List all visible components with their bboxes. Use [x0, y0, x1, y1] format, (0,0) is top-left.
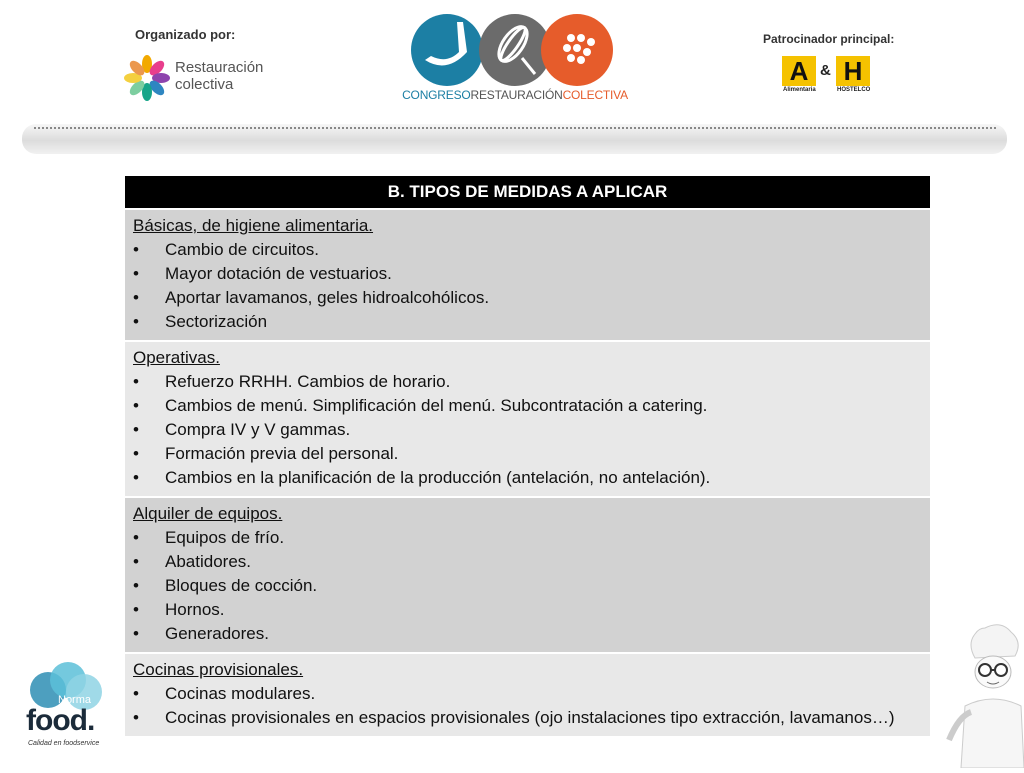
header-divider: [22, 124, 1007, 154]
table-title: B. TIPOS DE MEDIDAS A APLICAR: [125, 176, 930, 209]
bullet: •: [133, 576, 139, 595]
bullet: •: [133, 240, 139, 259]
bullet: •: [133, 264, 139, 283]
list-item: [133, 418, 922, 442]
food-tagline: Calidad en foodservice: [28, 740, 100, 747]
measures-table: [125, 176, 930, 736]
bullet: •: [133, 372, 139, 391]
list-item: [133, 466, 922, 490]
list-item-text: Cocinas provisionales en espacios provisionales (ojo instalaciones tipo extracción, lavamanos…): [165, 708, 895, 727]
list-item: [133, 286, 922, 310]
list-item-text: Abatidores.: [165, 552, 251, 571]
list-item: [133, 442, 922, 466]
bullet: •: [133, 444, 139, 463]
congreso-text: [395, 88, 635, 102]
congress-part1: CONGRESO: [402, 88, 471, 102]
section-basicas: [125, 209, 930, 341]
main-sponsor-label: Patrocinador principal:: [763, 32, 895, 46]
section-alquiler: [125, 497, 930, 653]
list-item-text: Cambios de menú. Simplificación del menú. Subcontratación a catering.: [165, 396, 708, 415]
bullet: •: [133, 468, 139, 487]
sponsor-h-sub: HOSTELCO: [837, 87, 871, 93]
alimentaria-hostelco-logo: [782, 56, 882, 98]
bullet: •: [133, 288, 139, 307]
list-item: [133, 526, 922, 550]
food-word: food.: [26, 704, 95, 737]
dotted-line: [34, 127, 996, 135]
slide-header: [0, 0, 1024, 160]
section-title: Básicas, de higiene alimentaria.: [133, 216, 374, 235]
list-item-text: Cambios en la planificación de la producción (antelación, no antelación).: [165, 468, 711, 487]
congress-part2: RESTAURACIÓN: [470, 88, 563, 102]
list-item: [133, 598, 922, 622]
list-item-text: Cambio de circuitos.: [165, 240, 320, 259]
list-item-text: Refuerzo RRHH. Cambios de horario.: [165, 372, 451, 391]
organizer-name-line1: Restauración: [175, 59, 264, 76]
bullet: •: [133, 600, 139, 619]
list-item-text: Hornos.: [165, 600, 225, 619]
organizer-name-line2: colectiva: [175, 76, 234, 93]
list-item-text: Sectorización: [165, 312, 268, 331]
list-item: [133, 394, 922, 418]
normafood-logo: [26, 660, 106, 752]
list-item: [133, 622, 922, 646]
bullet: •: [133, 312, 139, 331]
bullet: •: [133, 708, 139, 727]
list-item-text: Bloques de cocción.: [165, 576, 318, 595]
chef-figure-icon: [945, 620, 1024, 768]
list-item: [133, 370, 922, 394]
restauracion-colectiva-text: [175, 59, 263, 93]
organized-by-label: Organizado por:: [135, 27, 236, 42]
list-item-text: Formación previa del personal.: [165, 444, 399, 463]
bullet: •: [133, 528, 139, 547]
list-item: [133, 238, 922, 262]
section-operativas: [125, 341, 930, 497]
bullet: •: [133, 420, 139, 439]
section-cocinas: [125, 653, 930, 736]
bullet: •: [133, 552, 139, 571]
list-item-text: Aportar lavamanos, geles hidroalcohólicos.: [165, 288, 490, 307]
flower-icon: [122, 50, 172, 106]
restauracion-colectiva-logo: [122, 50, 262, 106]
list-item: [133, 310, 922, 334]
list-item-text: Generadores.: [165, 624, 269, 643]
sponsor-ampersand: &: [820, 62, 831, 79]
bullet: •: [133, 684, 139, 703]
list-item-text: Mayor dotación de vestuarios.: [165, 264, 392, 283]
sponsor-h-box: H: [836, 56, 870, 86]
list-item: [133, 706, 922, 730]
section-title: Cocinas provisionales.: [133, 660, 304, 679]
list-item-text: Equipos de frío.: [165, 528, 285, 547]
bullet: •: [133, 624, 139, 643]
congress-part3: COLECTIVA: [562, 88, 628, 102]
congreso-logo: [395, 8, 635, 108]
section-title: Alquiler de equipos.: [133, 504, 283, 523]
list-item: [133, 262, 922, 286]
sponsor-a-box: A: [782, 56, 816, 86]
chef-illustration: [945, 620, 1024, 768]
congreso-circles-icon: [395, 8, 635, 88]
section-title: Operativas.: [133, 348, 220, 367]
bullet: •: [133, 396, 139, 415]
list-item: [133, 550, 922, 574]
list-item-text: Compra IV y V gammas.: [165, 420, 351, 439]
norma-word: Norma: [58, 694, 92, 706]
sponsor-a-sub: Alimentaria: [783, 87, 816, 93]
list-item-text: Cocinas modulares.: [165, 684, 316, 703]
list-item: [133, 574, 922, 598]
list-item: [133, 682, 922, 706]
